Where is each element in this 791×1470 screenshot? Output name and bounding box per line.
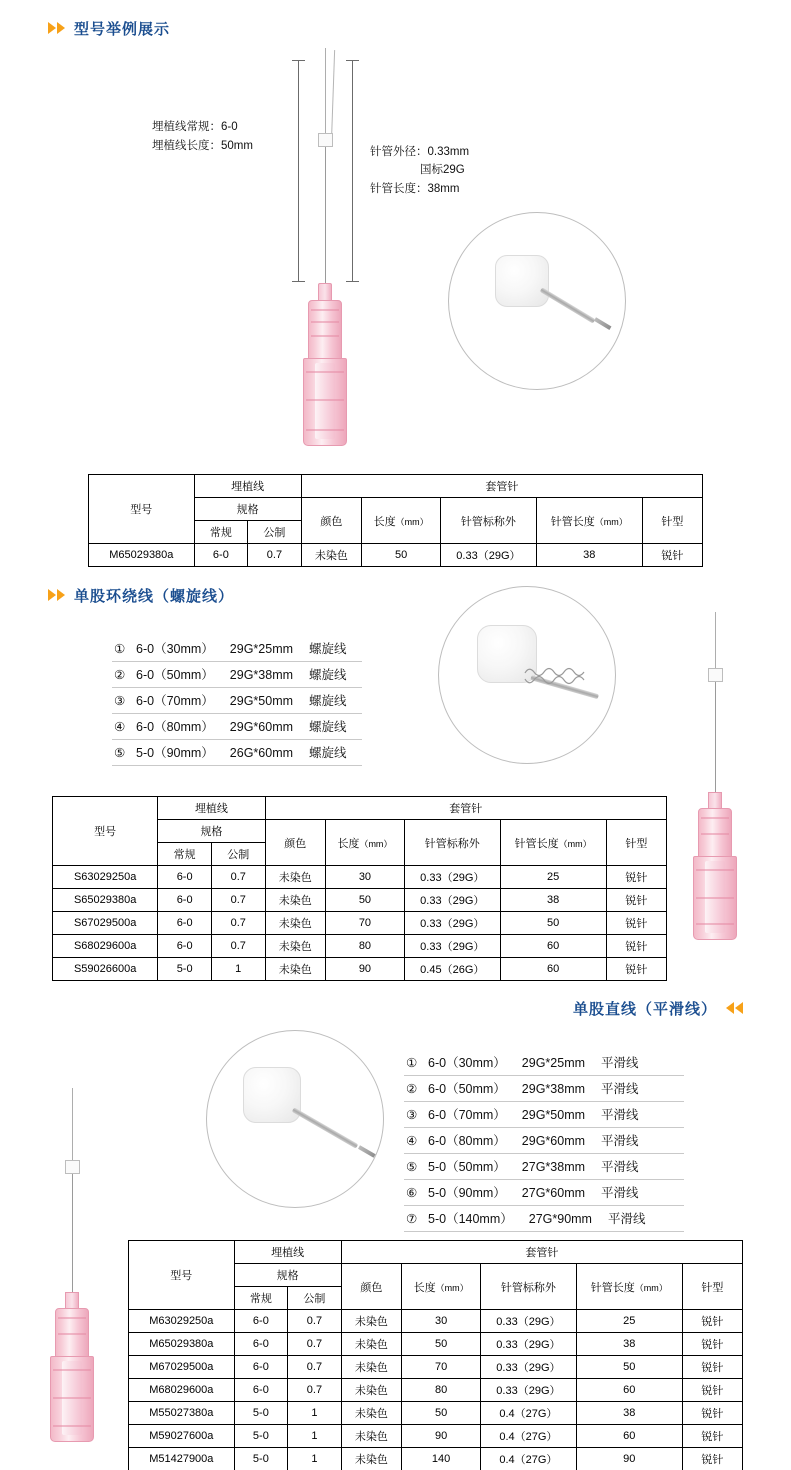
list-item bbox=[404, 1154, 684, 1180]
cell-value: 140 bbox=[402, 1448, 481, 1470]
cell-value: 锐针 bbox=[606, 958, 666, 981]
th-length: 长度（mm） bbox=[362, 498, 441, 544]
cell-value: 0.7 bbox=[288, 1379, 342, 1402]
list-item-number: ⑤ bbox=[114, 746, 126, 760]
cell-value: 0.7 bbox=[288, 1333, 342, 1356]
list-item bbox=[404, 1128, 684, 1154]
list-item-number: ⑦ bbox=[406, 1212, 418, 1226]
cell-value: 6-0 bbox=[158, 866, 212, 889]
th-thread: 埋植线 bbox=[158, 797, 265, 820]
list-item-thread: 6-0（30mm） bbox=[136, 642, 214, 656]
list-item-thread: 5-0（90mm） bbox=[428, 1186, 506, 1200]
th-metric: 公制 bbox=[211, 843, 265, 866]
list-item-type: 螺旋线 bbox=[309, 720, 347, 734]
cell-model: M55027380a bbox=[129, 1402, 235, 1425]
cell-value: 0.33（29G） bbox=[404, 889, 500, 912]
cell-model: S65029380a bbox=[53, 889, 158, 912]
cell-value: 50 bbox=[402, 1402, 481, 1425]
cell-value: 1 bbox=[288, 1425, 342, 1448]
cell-value: 0.33（29G） bbox=[481, 1356, 577, 1379]
cell-value: 1 bbox=[211, 958, 265, 981]
cell-value: 未染色 bbox=[341, 1425, 401, 1448]
cell-value: 1 bbox=[288, 1448, 342, 1470]
list-item-type: 平滑线 bbox=[601, 1160, 639, 1174]
th-needle-length: 针管长度（mm） bbox=[576, 1264, 682, 1310]
table-row bbox=[129, 1425, 743, 1448]
section-title-example: 型号举例展示 bbox=[74, 21, 171, 38]
cell-value: 锐针 bbox=[682, 1425, 742, 1448]
th-needle-type: 针型 bbox=[682, 1264, 742, 1310]
th-cannula: 套管针 bbox=[301, 475, 702, 498]
cell-value: 未染色 bbox=[265, 912, 325, 935]
magnified-needle-tip-straight bbox=[206, 1030, 384, 1208]
list-item-needle: 29G*25mm bbox=[521, 1056, 586, 1070]
th-length: 长度（mm） bbox=[402, 1264, 481, 1310]
list-item-needle: 29G*60mm bbox=[229, 720, 294, 734]
cell-value: 0.33（29G） bbox=[404, 912, 500, 935]
list-item-number: ① bbox=[114, 642, 126, 656]
th-needle-type: 针型 bbox=[642, 498, 702, 544]
cell-value: 1 bbox=[288, 1402, 342, 1425]
cell-value: 锐针 bbox=[682, 1310, 742, 1333]
cell-value: 25 bbox=[576, 1310, 682, 1333]
th-metric: 公制 bbox=[288, 1287, 342, 1310]
list-item-needle: 29G*60mm bbox=[521, 1134, 586, 1148]
cell-value: 锐针 bbox=[606, 866, 666, 889]
table-row bbox=[129, 1356, 743, 1379]
cell-value: 38 bbox=[576, 1402, 682, 1425]
cell-value: 50 bbox=[576, 1356, 682, 1379]
cell-value: 0.33（29G） bbox=[481, 1310, 577, 1333]
cell-value: 80 bbox=[402, 1379, 481, 1402]
cell-value: 未染色 bbox=[265, 935, 325, 958]
table-header-row bbox=[53, 797, 667, 820]
th-regular: 常规 bbox=[234, 1287, 288, 1310]
list-item-thread: 5-0（140mm） bbox=[428, 1212, 513, 1226]
cell-value: 未染色 bbox=[341, 1333, 401, 1356]
cell-value: 60 bbox=[576, 1379, 682, 1402]
th-cannula: 套管针 bbox=[265, 797, 666, 820]
th-cannula: 套管针 bbox=[341, 1241, 742, 1264]
list-item-number: ④ bbox=[114, 720, 126, 734]
cell-value: 未染色 bbox=[341, 1379, 401, 1402]
spiral-variant-list bbox=[112, 636, 362, 766]
list-item-needle: 27G*60mm bbox=[521, 1186, 586, 1200]
th-regular: 常规 bbox=[194, 521, 248, 544]
cell-value: 未染色 bbox=[341, 1356, 401, 1379]
cell-value: 锐针 bbox=[682, 1356, 742, 1379]
list-item-thread: 6-0（30mm） bbox=[428, 1056, 506, 1070]
callout-needle-length: 针管长度：38mm bbox=[370, 183, 460, 195]
cell-value: 80 bbox=[325, 935, 404, 958]
list-item bbox=[112, 636, 362, 662]
list-item bbox=[404, 1206, 684, 1232]
cell-value: 未染色 bbox=[341, 1310, 401, 1333]
callout-needle-od: 针管外径：0.33mm bbox=[370, 146, 470, 158]
list-item-number: ② bbox=[114, 668, 126, 682]
coil-thread-icon bbox=[439, 587, 616, 764]
th-gauge: 针管标称外 bbox=[481, 1264, 577, 1310]
th-color: 颜色 bbox=[301, 498, 361, 544]
th-length: 长度（mm） bbox=[325, 820, 404, 866]
list-item-number: ③ bbox=[406, 1108, 418, 1122]
th-spec: 规格 bbox=[234, 1264, 341, 1287]
cell-value: 90 bbox=[576, 1448, 682, 1470]
cell-value: 60 bbox=[500, 958, 606, 981]
spec-table-example bbox=[88, 474, 703, 567]
list-item-needle: 29G*50mm bbox=[229, 694, 294, 708]
list-item-thread: 6-0（80mm） bbox=[428, 1134, 506, 1148]
table-row bbox=[129, 1448, 743, 1470]
callout-thread-length: 埋植线长度：50mm bbox=[152, 140, 253, 152]
list-item-needle: 27G*38mm bbox=[521, 1160, 586, 1174]
list-item-type: 平滑线 bbox=[601, 1134, 639, 1148]
cell-value: 锐针 bbox=[682, 1333, 742, 1356]
cell-model: S68029600a bbox=[53, 935, 158, 958]
cell-model: S59026600a bbox=[53, 958, 158, 981]
th-gauge: 针管标称外 bbox=[404, 820, 500, 866]
cell-value: 6-0 bbox=[234, 1333, 288, 1356]
cell-value: 锐针 bbox=[682, 1448, 742, 1470]
magnified-needle-tip-1 bbox=[448, 212, 626, 390]
th-needle-length: 针管长度（mm） bbox=[536, 498, 642, 544]
table-row bbox=[53, 935, 667, 958]
th-spec: 规格 bbox=[194, 498, 301, 521]
cell-value: 未染色 bbox=[341, 1402, 401, 1425]
list-item-number: ③ bbox=[114, 694, 126, 708]
list-item-thread: 6-0（50mm） bbox=[428, 1082, 506, 1096]
list-item-number: ④ bbox=[406, 1134, 418, 1148]
list-item-needle: 27G*90mm bbox=[528, 1212, 592, 1226]
spec-table-straight bbox=[128, 1240, 743, 1470]
cell-model: M51427900a bbox=[129, 1448, 235, 1470]
list-item bbox=[404, 1076, 684, 1102]
table-row bbox=[129, 1402, 743, 1425]
th-gauge: 针管标称外 bbox=[441, 498, 537, 544]
list-item-type: 平滑线 bbox=[601, 1082, 639, 1096]
callout-thread-spec: 埋植线常规：6-0 bbox=[152, 121, 238, 133]
list-item bbox=[404, 1050, 684, 1076]
section-header-straight bbox=[573, 998, 743, 1019]
cell-model: S63029250a bbox=[53, 866, 158, 889]
cell-model: M68029600a bbox=[129, 1379, 235, 1402]
list-item-needle: 29G*50mm bbox=[521, 1108, 586, 1122]
list-item-needle: 29G*38mm bbox=[229, 668, 294, 682]
table-header-row bbox=[129, 1241, 743, 1264]
cell-value: 60 bbox=[576, 1425, 682, 1448]
list-item-number: ① bbox=[406, 1056, 418, 1070]
cell-value: 0.7 bbox=[211, 935, 265, 958]
cell-value: 6-0 bbox=[158, 889, 212, 912]
list-item-type: 螺旋线 bbox=[309, 746, 347, 760]
cell-value: 5-0 bbox=[234, 1425, 288, 1448]
cell-model: M67029500a bbox=[129, 1356, 235, 1379]
cell-value: 锐针 bbox=[606, 935, 666, 958]
cell-value: 锐针 bbox=[682, 1402, 742, 1425]
cell-value: 未染色 bbox=[265, 958, 325, 981]
list-item bbox=[404, 1180, 684, 1206]
cell-value: 25 bbox=[500, 866, 606, 889]
th-model: 型号 bbox=[129, 1241, 235, 1310]
cell-value: 30 bbox=[402, 1310, 481, 1333]
cell-value: 5-0 bbox=[158, 958, 212, 981]
table-row bbox=[53, 912, 667, 935]
cell-value: 0.33（29G） bbox=[481, 1379, 577, 1402]
table-row bbox=[129, 1310, 743, 1333]
list-item bbox=[112, 688, 362, 714]
th-needle-length: 针管长度（mm） bbox=[500, 820, 606, 866]
th-needle-type: 针型 bbox=[606, 820, 666, 866]
th-color: 颜色 bbox=[341, 1264, 401, 1310]
table-row bbox=[129, 1333, 743, 1356]
cell-value: 未染色 bbox=[341, 1448, 401, 1470]
cell-value: 6-0 bbox=[234, 1356, 288, 1379]
cell-value: 5-0 bbox=[234, 1448, 288, 1470]
list-item-thread: 6-0（70mm） bbox=[136, 694, 214, 708]
section-title-straight: 单股直线（平滑线） bbox=[572, 1001, 717, 1018]
cell-value: 未染色 bbox=[265, 866, 325, 889]
cell-model: M63029250a bbox=[129, 1310, 235, 1333]
cell-value: 38 bbox=[500, 889, 606, 912]
list-item-type: 平滑线 bbox=[601, 1108, 639, 1122]
cell-value: 0.7 bbox=[211, 912, 265, 935]
callout-needle-gauge: 国标29G bbox=[420, 164, 465, 176]
table1-body bbox=[89, 544, 703, 567]
cell-value: 50 bbox=[402, 1333, 481, 1356]
th-model: 型号 bbox=[89, 475, 195, 544]
table-row bbox=[53, 866, 667, 889]
table-row bbox=[53, 958, 667, 981]
th-metric: 公制 bbox=[248, 521, 302, 544]
cell-value: 0.33（29G） bbox=[404, 866, 500, 889]
th-color: 颜色 bbox=[265, 820, 325, 866]
cell-value: 锐针 bbox=[642, 544, 702, 567]
double-triangle-icon bbox=[48, 589, 66, 603]
cell-value: 50 bbox=[325, 889, 404, 912]
cell-value: 未染色 bbox=[301, 544, 361, 567]
table-row bbox=[53, 889, 667, 912]
th-model: 型号 bbox=[53, 797, 158, 866]
list-item-thread: 6-0（80mm） bbox=[136, 720, 214, 734]
list-item-number: ② bbox=[406, 1082, 418, 1096]
list-item-thread: 6-0（50mm） bbox=[136, 668, 214, 682]
cell-value: 6-0 bbox=[158, 935, 212, 958]
list-item-type: 螺旋线 bbox=[309, 668, 347, 682]
list-item bbox=[112, 662, 362, 688]
table2-body bbox=[53, 866, 667, 981]
th-thread: 埋植线 bbox=[234, 1241, 341, 1264]
section-header-example bbox=[48, 18, 170, 39]
cell-value: 0.7 bbox=[211, 866, 265, 889]
cell-value: 50 bbox=[362, 544, 441, 567]
cell-value: 0.45（26G） bbox=[404, 958, 500, 981]
double-triangle-icon bbox=[725, 1002, 743, 1016]
cell-value: 0.7 bbox=[288, 1310, 342, 1333]
list-item-type: 螺旋线 bbox=[309, 694, 347, 708]
cell-value: 6-0 bbox=[234, 1310, 288, 1333]
cell-value: 50 bbox=[500, 912, 606, 935]
cell-model: S67029500a bbox=[53, 912, 158, 935]
cell-model: M65029380a bbox=[129, 1333, 235, 1356]
cell-model: M59027600a bbox=[129, 1425, 235, 1448]
cell-value: 0.7 bbox=[288, 1356, 342, 1379]
table-row bbox=[129, 1379, 743, 1402]
cell-value: 0.4（27G） bbox=[481, 1448, 577, 1470]
table3-body bbox=[129, 1310, 743, 1470]
list-item-thread: 6-0（70mm） bbox=[428, 1108, 506, 1122]
magnified-needle-tip-spiral bbox=[438, 586, 616, 764]
section-header-spiral bbox=[48, 585, 234, 606]
th-spec: 规格 bbox=[158, 820, 265, 843]
list-item-number: ⑥ bbox=[406, 1186, 418, 1200]
list-item bbox=[404, 1102, 684, 1128]
cell-value: 38 bbox=[536, 544, 642, 567]
th-regular: 常规 bbox=[158, 843, 212, 866]
th-thread: 埋植线 bbox=[194, 475, 301, 498]
list-item-type: 螺旋线 bbox=[309, 642, 347, 656]
list-item-number: ⑤ bbox=[406, 1160, 418, 1174]
double-triangle-icon bbox=[48, 22, 66, 36]
cell-value: 0.4（27G） bbox=[481, 1425, 577, 1448]
table-header-row bbox=[89, 475, 703, 498]
cell-value: 0.7 bbox=[248, 544, 302, 567]
cell-value: 未染色 bbox=[265, 889, 325, 912]
list-item bbox=[112, 714, 362, 740]
cell-value: 锐针 bbox=[606, 889, 666, 912]
section-title-spiral: 单股环绕线（螺旋线） bbox=[74, 588, 235, 605]
list-item-type: 平滑线 bbox=[601, 1056, 639, 1070]
cell-value: 6-0 bbox=[194, 544, 248, 567]
straight-variant-list bbox=[404, 1050, 684, 1232]
cell-value: 60 bbox=[500, 935, 606, 958]
spec-table-spiral bbox=[52, 796, 667, 981]
cell-value: 锐针 bbox=[682, 1379, 742, 1402]
cell-value: 5-0 bbox=[234, 1402, 288, 1425]
list-item-needle: 29G*38mm bbox=[521, 1082, 586, 1096]
cell-model: M65029380a bbox=[89, 544, 195, 567]
list-item-type: 平滑线 bbox=[607, 1212, 646, 1226]
cell-value: 锐针 bbox=[606, 912, 666, 935]
cell-value: 0.33（29G） bbox=[404, 935, 500, 958]
list-item-type: 平滑线 bbox=[601, 1186, 639, 1200]
list-item-needle: 26G*60mm bbox=[229, 746, 294, 760]
table-row bbox=[89, 544, 703, 567]
cell-value: 30 bbox=[325, 866, 404, 889]
cell-value: 0.4（27G） bbox=[481, 1402, 577, 1425]
list-item bbox=[112, 740, 362, 766]
list-item-needle: 29G*25mm bbox=[229, 642, 294, 656]
cell-value: 6-0 bbox=[158, 912, 212, 935]
cell-value: 0.7 bbox=[211, 889, 265, 912]
list-item-thread: 5-0（90mm） bbox=[136, 746, 214, 760]
list-item-thread: 5-0（50mm） bbox=[428, 1160, 506, 1174]
cell-value: 0.33（29G） bbox=[481, 1333, 577, 1356]
cell-value: 70 bbox=[402, 1356, 481, 1379]
thread-marker-cube bbox=[318, 133, 333, 147]
cell-value: 0.33（29G） bbox=[441, 544, 537, 567]
cell-value: 90 bbox=[325, 958, 404, 981]
cell-value: 90 bbox=[402, 1425, 481, 1448]
cell-value: 70 bbox=[325, 912, 404, 935]
cell-value: 38 bbox=[576, 1333, 682, 1356]
cell-value: 6-0 bbox=[234, 1379, 288, 1402]
